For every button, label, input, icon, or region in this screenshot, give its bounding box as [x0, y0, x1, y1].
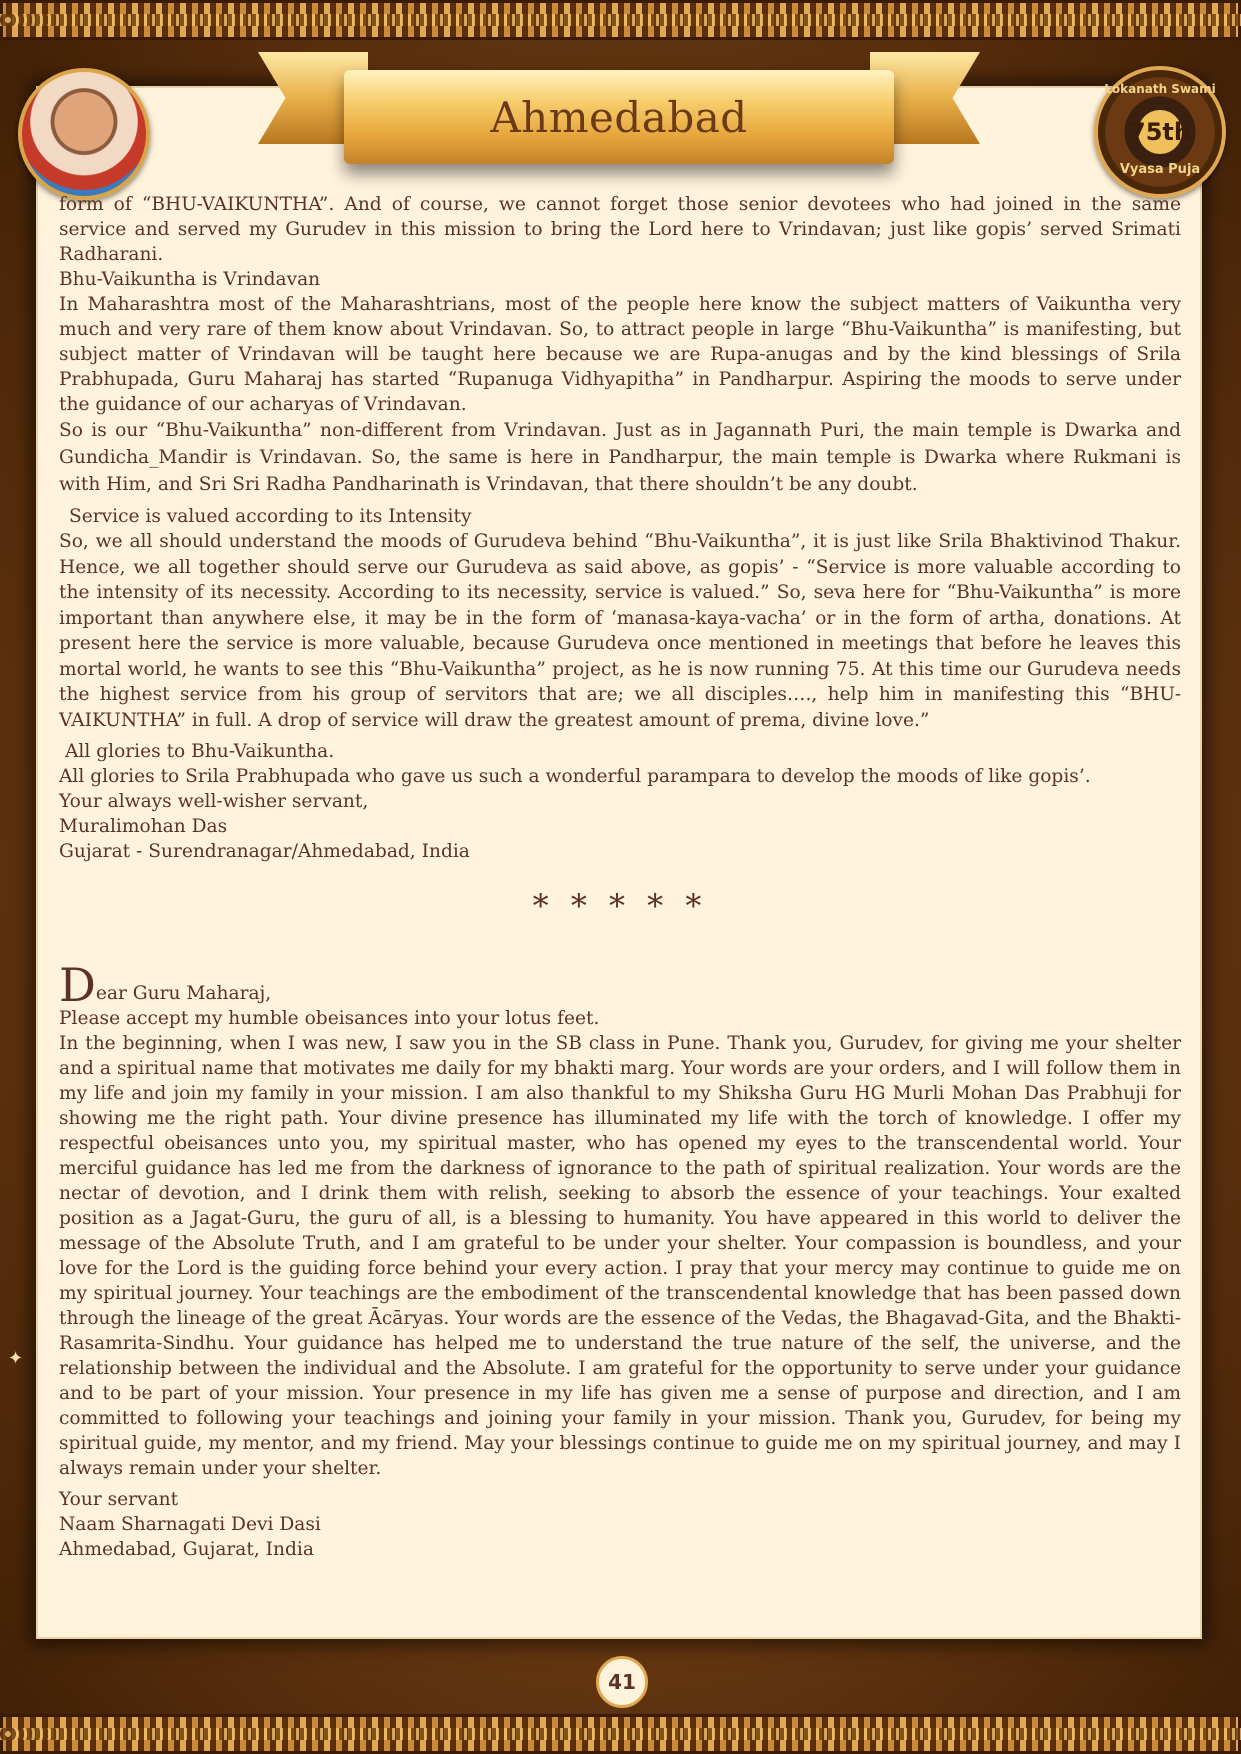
bottom-ornamental-border	[0, 1714, 1241, 1754]
section-separator: * * * * *	[532, 887, 708, 925]
letters-body	[59, 192, 1181, 1562]
letter1-heading-2: Service is valued according to its Intensity	[69, 506, 472, 527]
letter2-paragraph-2: In the beginning, when I was new, I saw you in the SB class in Pune. Thank you, Gurudev, for giving me your shelter and a spiritual name that motivates me daily for my bhakti marg. Your words are your orders, and I will follow them in my life and join my family in your mission. I am also thankful to my Shiksha Guru HG Murli Mohan Das Prabhuji for showing me the right path. Your divine presence has illuminated my life with the torch of knowledge. I offer my respectful obeisances unto you, my spiritual master, who has opened my eyes to the transcendental world. Your merciful guidance has led me from the darkness of ignorance to the path of spiritual realization. Your words are the nectar of devotion, and I drink them with relish, seeking to absorb the essence of your teachings. Your exalted position as a Jagat-Guru, the guru of all, is a blessing to humanity. You have appeared in this world to deliver the message of the Absolute Truth, and I am grateful to be under your shelter. Your compassion is boundless, and your love for the Lord is the guiding force behind your every action. I pray that your mercy may continue to guide me on my spiritual journey. Your teachings are the embodiment of the transcendental knowledge that has been passed down through the lineage of the great Ācāryas. Your words are the essence of the Vedas, the Bhagavad-Gita, and the Bhakti-Rasamrita-Sindhu. Your guidance has helped me to understand the true nature of the self, the universe, and the relationship between the individual and the Absolute. I am grateful for the opportunity to serve under your guidance and to be part of your mission. Your presence in my life has given me a sense of purpose and direction, and I am committed to following your teachings and joining your family in your mission. Thank you, Gurudev, for being my spiritual guide, my mentor, and my friend. May your blessings continue to guide me on my spiritual journey, and may I always remain under your shelter.	[59, 1033, 1181, 1479]
vyasa-puja-badge	[1094, 66, 1226, 198]
letter2-closing: Your servant	[59, 1489, 179, 1510]
letter1-signature-name: Muralimohan Das	[59, 816, 228, 837]
badge-bottom-text: Vyasa Puja	[1119, 162, 1201, 177]
drop-cap: D	[59, 958, 96, 1012]
letter1-heading-1: Bhu-Vaikuntha is Vrindavan	[59, 269, 321, 290]
letter1-paragraph-2: In Maharashtra most of the Maharashtrians, most of the people here know the subject matters of Vaikuntha very much and very rare of them know about Vrindavan. So, to attract people in large “Bhu-Vaikuntha” is manifesting, but subject matter of Vrindavan will be taught here because we are Rupa-anugas and by the kind blessings of Srila Prabhupada, Guru Maharaj has started “Rupanuga Vidhyapitha” in Pandharpur. Aspiring the moods to serve under the guidance of our acharyas of Vrindavan.	[59, 294, 1181, 415]
letter1-paragraph-1: form of “BHU-VAIKUNTHA”. And of course, we cannot forget those senior devotees who had joined in the same service and served my Gurudev in this mission to bring the Lord here to Vrindavan; just like gopis’ served Srimati Radharani.	[59, 194, 1181, 265]
guru-portrait	[18, 68, 150, 200]
letter2-signature-place: Ahmedabad, Gujarat, India	[59, 1539, 314, 1560]
badge-number: 75th	[1138, 110, 1182, 154]
title-ribbon	[344, 70, 894, 164]
letter2-paragraph-1: Please accept my humble obeisances into your lotus feet.	[59, 1008, 600, 1029]
letter1-paragraph-4: So, we all should understand the moods of Gurudeva behind “Bhu-Vaikuntha”, it is just like Srila Bhaktivinod Thakur. Hence, we all together should serve our Gurudeva as said above, as gopis’ - “Service is more valuable according to the intensity of its necessity. According to its necessity, service is valued.” So, seva here for “Bhu-Vaikuntha” is more important than anywhere else, it may be in the form of ‘manasa-kaya-vacha’ or in the form of artha, donations. At present here the service is more valuable, because Gurudeva once mentioned in meetings that before he leaves this mortal world, he wants to see this “Bhu-Vaikuntha” project, as he is now running 75. At this time our Gurudeva needs the highest service from his group of servitors that are; we all disciples…., help him in manifesting this “BHU-VAIKUNTHA” in full. A drop of service will draw the greatest amount of prema, divine love.”	[59, 531, 1181, 731]
letter1-closing-1: All glories to Bhu-Vaikuntha.	[65, 741, 335, 762]
top-ornamental-border	[0, 0, 1241, 40]
sparkle-icon: ✦	[8, 1348, 24, 1369]
letter2-salutation-text: ear Guru Maharaj,	[95, 983, 272, 1004]
letter1-signature-place: Gujarat - Surendranagar/Ahmedabad, India	[59, 841, 470, 862]
letter2-signature-name: Naam Sharnagati Devi Dasi	[59, 1514, 321, 1535]
letter1-closing-3: Your always well-wisher servant,	[59, 791, 369, 812]
page-title: Ahmedabad	[490, 92, 748, 142]
badge-top-text: Lokanath Swami	[1104, 82, 1216, 96]
letter2-salutation	[59, 958, 1181, 1012]
letter1-closing-2: All glories to Srila Prabhupada who gave us such a wonderful parampara to develop the moods of like gopis’.	[59, 766, 1091, 787]
letter1-paragraph-3: So is our “Bhu-Vaikuntha” non-different from Vrindavan. Just as in Jagannath Puri, the main temple is Dwarka and Gundicha_Mandir is Vrindavan. So, the same is here in Pandharpur, the main temple is Dwarka where Rukmani is with Him, and Sri Sri Radha Pandharinath is Vrindavan, that there shouldn’t be any doubt.	[59, 420, 1181, 495]
page-number: 41	[596, 1656, 648, 1708]
